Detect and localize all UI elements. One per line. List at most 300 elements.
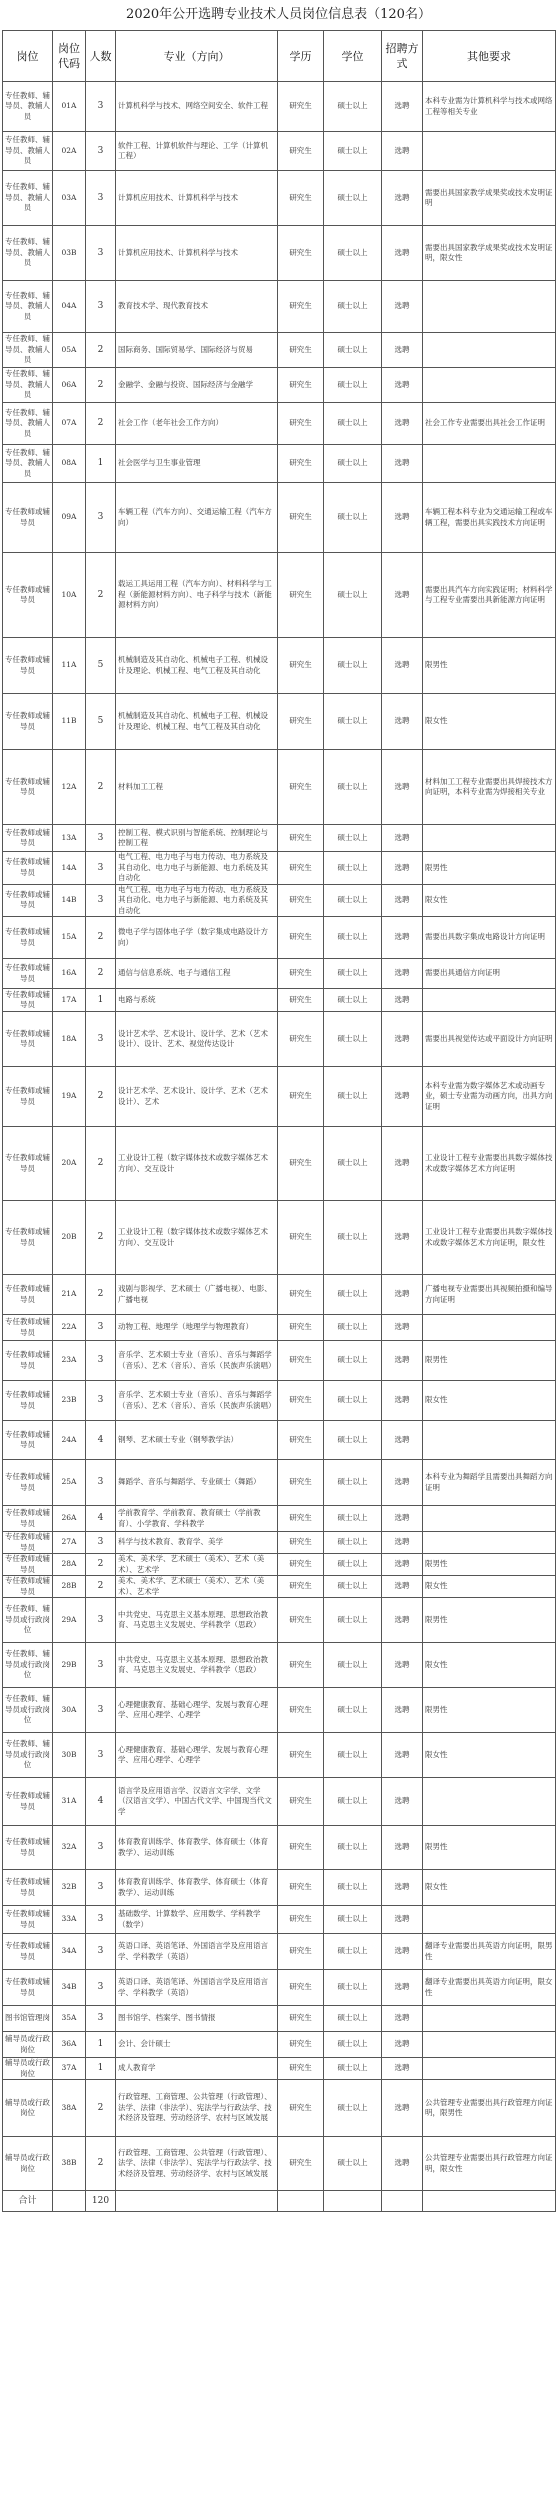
cell-requirements: 需要出具视觉传达或平面设计方向证明 (423, 1012, 556, 1067)
cell-num: 2 (86, 917, 116, 959)
total-count: 120 (86, 2191, 116, 2212)
cell-code: 03A (53, 171, 86, 226)
cell-post: 专任教师或辅导员 (3, 1506, 53, 1532)
cell-degree: 硕士以上 (324, 2080, 382, 2137)
cell-method: 选聘 (382, 852, 423, 885)
cell-method: 选聘 (382, 403, 423, 445)
table-row (3, 1421, 556, 1460)
cell-requirements: 材料加工工程专业需要出具焊接技术方向证明，本科专业需为焊接相关专业 (423, 750, 556, 825)
cell-post: 图书馆管理岗 (3, 2006, 53, 2032)
cell-num: 3 (86, 825, 116, 852)
cell-degree: 硕士以上 (324, 1733, 382, 1778)
cell-post: 专任教师或辅导员 (3, 989, 53, 1012)
cell-num: 2 (86, 1127, 116, 1201)
table-row (3, 2058, 556, 2080)
total-label: 合计 (3, 2191, 53, 2212)
cell-requirements: 公共管理专业需要出具行政管理方向证明，限男性 (423, 2080, 556, 2137)
cell-degree: 硕士以上 (324, 1341, 382, 1381)
cell-degree: 硕士以上 (324, 989, 382, 1012)
cell-education: 研究生 (278, 917, 324, 959)
cell-education: 研究生 (278, 884, 324, 917)
cell-degree: 硕士以上 (324, 1127, 382, 1201)
cell-major: 美术、美术学、艺术硕士（美术）、艺术（美术）、艺术学 (116, 1554, 278, 1576)
cell-degree: 硕士以上 (324, 1778, 382, 1826)
cell-method: 选聘 (382, 226, 423, 281)
cell-major: 电气工程、电力电子与电力传动、电力系统及其自动化、电力电子与新能源、电力系统及其自动化 (116, 852, 278, 885)
cell-education: 研究生 (278, 1554, 324, 1576)
cell-code: 28B (53, 1576, 86, 1598)
table-row (3, 333, 556, 368)
cell-post: 专任教师或辅导员 (3, 1576, 53, 1598)
cell-degree: 硕士以上 (324, 1554, 382, 1576)
cell-post: 专任教师、辅导员或行政岗位 (3, 1598, 53, 1643)
table-row (3, 959, 556, 989)
cell-code: 19A (53, 1067, 86, 1127)
cell-major: 材料加工工程 (116, 750, 278, 825)
cell-method: 选聘 (382, 1315, 423, 1341)
cell-num: 3 (86, 1643, 116, 1688)
table-row (3, 694, 556, 750)
cell-num: 2 (86, 750, 116, 825)
cell-degree: 硕士以上 (324, 1688, 382, 1733)
cell-num: 3 (86, 132, 116, 171)
cell-method: 选聘 (382, 2032, 423, 2058)
cell-education: 研究生 (278, 825, 324, 852)
table-row (3, 852, 556, 885)
cell-code: 29B (53, 1643, 86, 1688)
cell-requirements: 社会工作专业需要出具社会工作证明 (423, 403, 556, 445)
cell-education: 研究生 (278, 1532, 324, 1554)
cell-major: 国际商务、国际贸易学、国际经济与贸易 (116, 333, 278, 368)
cell-education: 研究生 (278, 1598, 324, 1643)
cell-degree: 硕士以上 (324, 1906, 382, 1934)
cell-major: 体育教育训练学、体育教学、体育硕士（体育教学）、运动训练 (116, 1870, 278, 1906)
cell-major: 戏剧与影视学、艺术硕士（广播电视）、电影、广播电视 (116, 1275, 278, 1315)
cell-code: 18A (53, 1012, 86, 1067)
table-row (3, 917, 556, 959)
table-row (3, 1315, 556, 1341)
table-row (3, 1012, 556, 1067)
cell-degree: 硕士以上 (324, 1643, 382, 1688)
cell-post: 专任教师、辅导员、教辅人员 (3, 132, 53, 171)
cell-degree: 硕士以上 (324, 333, 382, 368)
cell-method: 选聘 (382, 171, 423, 226)
cell-code: 05A (53, 333, 86, 368)
cell-requirements: 限女性 (423, 1576, 556, 1598)
table-row (3, 226, 556, 281)
cell-num: 2 (86, 1554, 116, 1576)
cell-degree: 硕士以上 (324, 1421, 382, 1460)
table-row (3, 281, 556, 333)
cell-num: 3 (86, 1381, 116, 1421)
header-post: 岗位 (3, 31, 53, 82)
cell-degree: 硕士以上 (324, 1315, 382, 1341)
cell-num: 2 (86, 2080, 116, 2137)
cell-num: 3 (86, 1906, 116, 1934)
cell-method: 选聘 (382, 1970, 423, 2006)
header-num: 人数 (86, 31, 116, 82)
cell-code: 23B (53, 1381, 86, 1421)
table-row (3, 1970, 556, 2006)
cell-post: 专任教师或辅导员 (3, 1067, 53, 1127)
table-row (3, 1643, 556, 1688)
table-row (3, 989, 556, 1012)
cell-code: 11A (53, 638, 86, 694)
table-row (3, 825, 556, 852)
cell-education: 研究生 (278, 1870, 324, 1906)
cell-code: 04A (53, 281, 86, 333)
cell-num: 1 (86, 2058, 116, 2080)
cell-num: 3 (86, 82, 116, 132)
cell-post: 专任教师或辅导员 (3, 1970, 53, 2006)
cell-method: 选聘 (382, 1201, 423, 1275)
cell-major: 控制工程、模式识别与智能系统、控制理论与控制工程 (116, 825, 278, 852)
cell-code: 27A (53, 1532, 86, 1554)
table-row (3, 132, 556, 171)
cell-post: 专任教师、辅导员、教辅人员 (3, 281, 53, 333)
cell-method: 选聘 (382, 638, 423, 694)
table-row (3, 1532, 556, 1554)
cell-post: 专任教师或辅导员 (3, 1381, 53, 1421)
cell-requirements: 需要出具数字集成电路设计方向证明 (423, 917, 556, 959)
cell-method: 选聘 (382, 333, 423, 368)
cell-degree: 硕士以上 (324, 1576, 382, 1598)
table-row (3, 1826, 556, 1870)
cell-method: 选聘 (382, 1421, 423, 1460)
cell-method: 选聘 (382, 553, 423, 638)
cell-code: 20B (53, 1201, 86, 1275)
cell-post: 辅导员或行政岗位 (3, 2058, 53, 2080)
cell-degree: 硕士以上 (324, 553, 382, 638)
cell-num: 2 (86, 1576, 116, 1598)
cell-major: 语言学及应用语言学、汉语言文字学、文学（汉语言文学）、中国古代文学、中国现当代文学 (116, 1778, 278, 1826)
cell-num: 2 (86, 2137, 116, 2191)
cell-post: 专任教师、辅导员或行政岗位 (3, 1688, 53, 1733)
cell-post: 专任教师或辅导员 (3, 1201, 53, 1275)
cell-num: 3 (86, 1688, 116, 1733)
cell-code: 06A (53, 368, 86, 403)
cell-education: 研究生 (278, 2006, 324, 2032)
cell-code: 37A (53, 2058, 86, 2080)
cell-major: 计算机应用技术、计算机科学与技术 (116, 226, 278, 281)
header-row (3, 31, 556, 82)
cell-code: 38A (53, 2080, 86, 2137)
cell-post: 专任教师或辅导员 (3, 750, 53, 825)
cell-major: 美术、美术学、艺术硕士（美术）、艺术（美术）、艺术学 (116, 1576, 278, 1598)
table-row (3, 1127, 556, 1201)
cell-num: 3 (86, 1598, 116, 1643)
cell-num: 3 (86, 226, 116, 281)
cell-num: 1 (86, 445, 116, 483)
cell-method: 选聘 (382, 1870, 423, 1906)
cell-post: 专任教师或辅导员 (3, 825, 53, 852)
cell-post: 专任教师或辅导员 (3, 1934, 53, 1970)
cell-code: 12A (53, 750, 86, 825)
cell-num: 3 (86, 281, 116, 333)
cell-post: 专任教师、辅导员或行政岗位 (3, 1733, 53, 1778)
cell-education: 研究生 (278, 1067, 324, 1127)
cell-requirements: 车辆工程本科专业为交通运输工程或车辆工程，需要出具实践技术方向证明 (423, 483, 556, 553)
cell-degree: 硕士以上 (324, 403, 382, 445)
cell-education: 研究生 (278, 1688, 324, 1733)
cell-method: 选聘 (382, 1381, 423, 1421)
cell-num: 4 (86, 1421, 116, 1460)
cell-major: 计算机科学与技术、网络空间安全、软件工程 (116, 82, 278, 132)
cell-method: 选聘 (382, 483, 423, 553)
cell-degree: 硕士以上 (324, 1381, 382, 1421)
cell-education: 研究生 (278, 1012, 324, 1067)
cell-degree: 硕士以上 (324, 750, 382, 825)
header-edu: 学历 (278, 31, 324, 82)
cell-education: 研究生 (278, 483, 324, 553)
table-row (3, 1554, 556, 1576)
cell-education: 研究生 (278, 281, 324, 333)
cell-degree: 硕士以上 (324, 638, 382, 694)
cell-major: 心理健康教育、基础心理学、发展与教育心理学、应用心理学、心理学 (116, 1733, 278, 1778)
cell-education: 研究生 (278, 1315, 324, 1341)
cell-post: 专任教师、辅导员或行政岗位 (3, 1643, 53, 1688)
cell-requirements: 限女性 (423, 1733, 556, 1778)
cell-requirements (423, 281, 556, 333)
cell-code: 34A (53, 1934, 86, 1970)
cell-degree: 硕士以上 (324, 694, 382, 750)
cell-degree: 硕士以上 (324, 1460, 382, 1506)
cell-method: 选聘 (382, 1127, 423, 1201)
cell-method: 选聘 (382, 884, 423, 917)
cell-code: 10A (53, 553, 86, 638)
cell-code: 22A (53, 1315, 86, 1341)
positions-table (2, 30, 556, 2212)
cell-method: 选聘 (382, 1598, 423, 1643)
cell-method: 选聘 (382, 750, 423, 825)
cell-requirements (423, 825, 556, 852)
cell-major: 金融学、金融与投资、国际经济与金融学 (116, 368, 278, 403)
cell-method: 选聘 (382, 82, 423, 132)
cell-education: 研究生 (278, 959, 324, 989)
cell-num: 4 (86, 1778, 116, 1826)
cell-post: 专任教师或辅导员 (3, 638, 53, 694)
cell-requirements: 限男性 (423, 1341, 556, 1381)
cell-major: 舞蹈学、音乐与舞蹈学、专业硕士（舞蹈） (116, 1460, 278, 1506)
cell-method: 选聘 (382, 281, 423, 333)
cell-major: 体育教育训练学、体育教学、体育硕士（体育教学）、运动训练 (116, 1826, 278, 1870)
cell-degree: 硕士以上 (324, 132, 382, 171)
cell-requirements (423, 368, 556, 403)
cell-method: 选聘 (382, 1460, 423, 1506)
cell-num: 1 (86, 989, 116, 1012)
cell-method: 选聘 (382, 1643, 423, 1688)
cell-major: 中共党史、马克思主义基本原理、思想政治教育、马克思主义发展史、学科教学（思政） (116, 1643, 278, 1688)
cell-post: 专任教师或辅导员 (3, 884, 53, 917)
cell-num: 2 (86, 1275, 116, 1315)
table-row (3, 483, 556, 553)
cell-method: 选聘 (382, 1826, 423, 1870)
cell-degree: 硕士以上 (324, 1970, 382, 2006)
cell-requirements: 限女性 (423, 694, 556, 750)
cell-requirements: 限男性 (423, 852, 556, 885)
cell-method: 选聘 (382, 1733, 423, 1778)
table-row (3, 1934, 556, 1970)
cell-education: 研究生 (278, 171, 324, 226)
cell-major: 科学与技术教育、教育学、美学 (116, 1532, 278, 1554)
cell-requirements: 公共管理专业需要出具行政管理方向证明，限女性 (423, 2137, 556, 2191)
cell-major: 中共党史、马克思主义基本原理、思想政治教育、马克思主义发展史、学科教学（思政） (116, 1598, 278, 1643)
cell-method: 选聘 (382, 959, 423, 989)
cell-method: 选聘 (382, 1906, 423, 1934)
cell-method: 选聘 (382, 1576, 423, 1598)
cell-post: 专任教师或辅导员 (3, 917, 53, 959)
cell-education: 研究生 (278, 1778, 324, 1826)
cell-major: 行政管理、工商管理、公共管理（行政管理）、法学、法律（非法学）、宪法学与行政法学、技术经济及管理、劳动经济学、农村与区域发展 (116, 2080, 278, 2137)
cell-education: 研究生 (278, 1733, 324, 1778)
cell-requirements: 本科专业为舞蹈学且需要出具舞蹈方向证明 (423, 1460, 556, 1506)
cell-method: 选聘 (382, 1934, 423, 1970)
cell-method: 选聘 (382, 1778, 423, 1826)
cell-post: 专任教师或辅导员 (3, 1906, 53, 1934)
cell-major: 英语口译、英语笔译、外国语言学及应用语言学、学科教学（英语） (116, 1934, 278, 1970)
cell-education: 研究生 (278, 1906, 324, 1934)
cell-num: 2 (86, 403, 116, 445)
cell-degree: 硕士以上 (324, 1870, 382, 1906)
cell-post: 辅导员或行政岗位 (3, 2137, 53, 2191)
cell-requirements: 本科专业需为计算机科学与技术或网络工程等相关专业 (423, 82, 556, 132)
cell-education: 研究生 (278, 553, 324, 638)
cell-requirements (423, 1906, 556, 1934)
cell-education: 研究生 (278, 333, 324, 368)
cell-method: 选聘 (382, 917, 423, 959)
cell-method: 选聘 (382, 825, 423, 852)
total-empty-cell (382, 2191, 423, 2212)
cell-education: 研究生 (278, 852, 324, 885)
total-empty-cell (116, 2191, 278, 2212)
cell-post: 专任教师或辅导员 (3, 1460, 53, 1506)
cell-major: 英语口译、英语笔译、外国语言学及应用语言学、学科教学（英语） (116, 1970, 278, 2006)
total-row (3, 2191, 556, 2212)
cell-requirements: 工业设计工程专业需要出具数字媒体技术或数字媒体艺术方向证明，限女性 (423, 1201, 556, 1275)
cell-education: 研究生 (278, 1506, 324, 1532)
cell-degree: 硕士以上 (324, 1275, 382, 1315)
cell-requirements: 需要出具汽车方向实践证明；材料科学与工程专业需要出具新能源方向证明 (423, 553, 556, 638)
cell-major: 电气工程、电力电子与电力传动、电力系统及其自动化、电力电子与新能源、电力系统及其自动化 (116, 884, 278, 917)
cell-major: 车辆工程（汽车方向）、交通运输工程（汽车方向） (116, 483, 278, 553)
cell-requirements: 限女性 (423, 884, 556, 917)
cell-method: 选聘 (382, 445, 423, 483)
cell-requirements (423, 1421, 556, 1460)
cell-code: 21A (53, 1275, 86, 1315)
cell-requirements: 限男性 (423, 1826, 556, 1870)
cell-method: 选聘 (382, 1532, 423, 1554)
cell-num: 5 (86, 638, 116, 694)
cell-num: 3 (86, 1826, 116, 1870)
cell-major: 工业设计工程（数字媒体技术或数字媒体艺术方向）、交互设计 (116, 1127, 278, 1201)
cell-requirements (423, 989, 556, 1012)
cell-num: 2 (86, 553, 116, 638)
cell-degree: 硕士以上 (324, 852, 382, 885)
cell-education: 研究生 (278, 368, 324, 403)
cell-num: 3 (86, 1970, 116, 2006)
cell-major: 会计、会计硕士 (116, 2032, 278, 2058)
cell-code: 36A (53, 2032, 86, 2058)
table-row (3, 1778, 556, 1826)
cell-code: 24A (53, 1421, 86, 1460)
cell-method: 选聘 (382, 2058, 423, 2080)
cell-degree: 硕士以上 (324, 226, 382, 281)
cell-education: 研究生 (278, 1275, 324, 1315)
cell-education: 研究生 (278, 1381, 324, 1421)
cell-education: 研究生 (278, 1576, 324, 1598)
cell-major: 音乐学、艺术硕士专业（音乐）、音乐与舞蹈学（音乐）、艺术（音乐）、音乐（民族声乐演唱） (116, 1341, 278, 1381)
cell-code: 26A (53, 1506, 86, 1532)
cell-method: 选聘 (382, 132, 423, 171)
cell-code: 01A (53, 82, 86, 132)
cell-code: 35A (53, 2006, 86, 2032)
cell-post: 专任教师或辅导员 (3, 1554, 53, 1576)
cell-degree: 硕士以上 (324, 483, 382, 553)
cell-num: 3 (86, 1532, 116, 1554)
cell-requirements: 广播电视专业需要出具视频拍摄和编导方向证明 (423, 1275, 556, 1315)
cell-degree: 硕士以上 (324, 1201, 382, 1275)
cell-requirements: 工业设计工程专业需要出具数字媒体技术或数字媒体艺术方向证明 (423, 1127, 556, 1201)
cell-major: 成人教育学 (116, 2058, 278, 2080)
cell-post: 专任教师、辅导员、教辅人员 (3, 333, 53, 368)
cell-degree: 硕士以上 (324, 445, 382, 483)
table-row (3, 1067, 556, 1127)
cell-degree: 硕士以上 (324, 2137, 382, 2191)
header-requirements: 其他要求 (423, 31, 556, 82)
cell-requirements: 限女性 (423, 1870, 556, 1906)
table-row (3, 1576, 556, 1598)
cell-major: 钢琴、艺术硕士专业（钢琴教学法） (116, 1421, 278, 1460)
cell-education: 研究生 (278, 132, 324, 171)
cell-degree: 硕士以上 (324, 2058, 382, 2080)
cell-education: 研究生 (278, 2032, 324, 2058)
cell-num: 3 (86, 2006, 116, 2032)
cell-post: 专任教师或辅导员 (3, 1421, 53, 1460)
table-row (3, 1341, 556, 1381)
cell-code: 09A (53, 483, 86, 553)
cell-post: 专任教师或辅导员 (3, 1778, 53, 1826)
cell-requirements (423, 445, 556, 483)
cell-num: 5 (86, 694, 116, 750)
cell-degree: 硕士以上 (324, 171, 382, 226)
table-row (3, 2032, 556, 2058)
cell-num: 4 (86, 1506, 116, 1532)
cell-major: 微电子学与固体电子学（数字集成电路设计方向） (116, 917, 278, 959)
cell-num: 2 (86, 959, 116, 989)
cell-education: 研究生 (278, 1970, 324, 2006)
cell-education: 研究生 (278, 989, 324, 1012)
cell-education: 研究生 (278, 1934, 324, 1970)
cell-major: 工业设计工程（数字媒体技术或数字媒体艺术方向）、交互设计 (116, 1201, 278, 1275)
cell-method: 选聘 (382, 1554, 423, 1576)
cell-code: 32B (53, 1870, 86, 1906)
cell-degree: 硕士以上 (324, 825, 382, 852)
cell-code: 14B (53, 884, 86, 917)
table-row (3, 2006, 556, 2032)
cell-requirements: 限男性 (423, 1554, 556, 1576)
cell-education: 研究生 (278, 694, 324, 750)
cell-degree: 硕士以上 (324, 1506, 382, 1532)
cell-major: 设计艺术学、艺术设计、设计学、艺术（艺术设计）、艺术 (116, 1067, 278, 1127)
cell-major: 机械制造及其自动化、机械电子工程、机械设计及理论、机械工程、电气工程及其自动化 (116, 694, 278, 750)
cell-num: 3 (86, 1012, 116, 1067)
cell-code: 38B (53, 2137, 86, 2191)
cell-requirements (423, 2032, 556, 2058)
cell-method: 选聘 (382, 1341, 423, 1381)
cell-requirements (423, 1532, 556, 1554)
cell-method: 选聘 (382, 2080, 423, 2137)
table-row (3, 638, 556, 694)
